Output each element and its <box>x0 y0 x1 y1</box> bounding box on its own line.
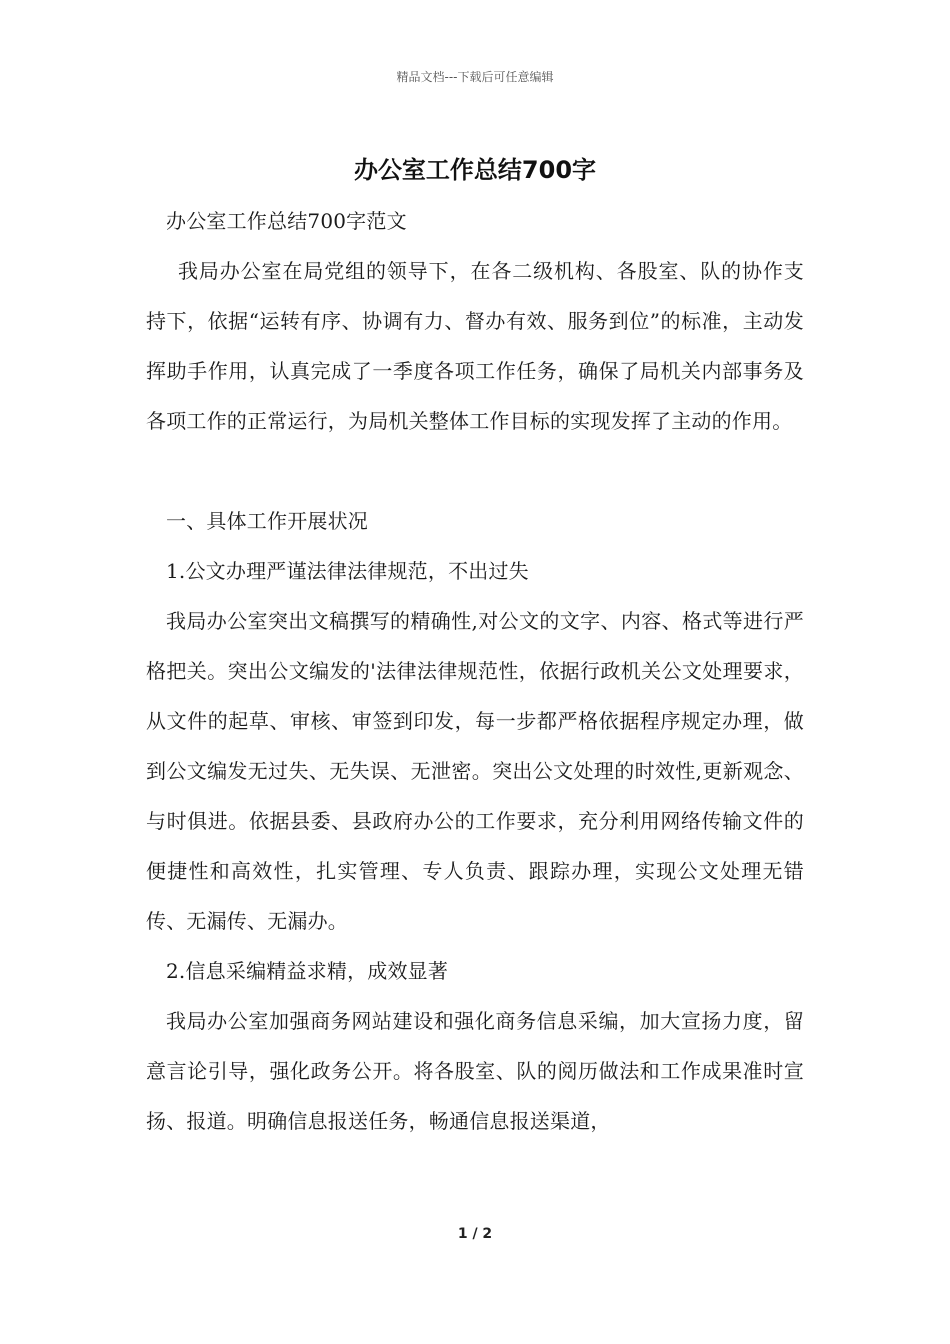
document-title: 办公室工作总结700字 <box>353 156 597 184</box>
item2-paragraph: 我局办公室加强商务网站建设和强化商务信息采编，加大宣扬力度，留意言论引导，强化政务公开。将各股室、队的阅历做法和工作成果准时宣扬、报道。明确信息报送任务，畅通信息报送渠道， <box>146 1009 804 1133</box>
document-subtitle: 办公室工作总结700字范文 <box>166 209 407 233</box>
item1-paragraph: 我局办公室突出文稿撰写的精确性,对公文的文字、内容、格式等进行严格把关。突出公文编发的'法律法律规范性，依据行政机关公文处理要求，从文件的起草、审核、审签到印发，每一步都严格依据程序规定办理，做到公文编发无过失、无失误、无泄密。突出公文处理的时效性,更新观念、与时俱进。依据县委、县政府办公的工作要求，充分利用网络传输文件的便捷性和高效性，扎实管理、专人负责、跟踪办理，实现公文处理无错传、无漏传、无漏办。 <box>146 609 804 933</box>
paragraph-spacer <box>146 446 804 496</box>
page-header: 精品文档---下载后可任意编辑 <box>396 70 554 84</box>
intro-paragraph: 我局办公室在局党组的领导下，在各二级机构、各股室、队的协作支持下，依据“运转有序、协调有力、督办有效、服务到位”的标准，主动发挥助手作用，认真完成了一季度各项工作任务，确保了局机关内部事务及各项工作的正常运行，为局机关整体工作目标的实现发挥了主动的作用。 <box>146 259 804 433</box>
document-body <box>146 196 804 1146</box>
page-number: 1 / 2 <box>457 1226 493 1242</box>
item1-heading: 1.公文办理严谨法律法律规范，不出过失 <box>166 559 529 583</box>
section1-heading: 一、具体工作开展状况 <box>166 509 368 533</box>
item2-heading: 2.信息采编精益求精，成效显著 <box>166 959 449 983</box>
